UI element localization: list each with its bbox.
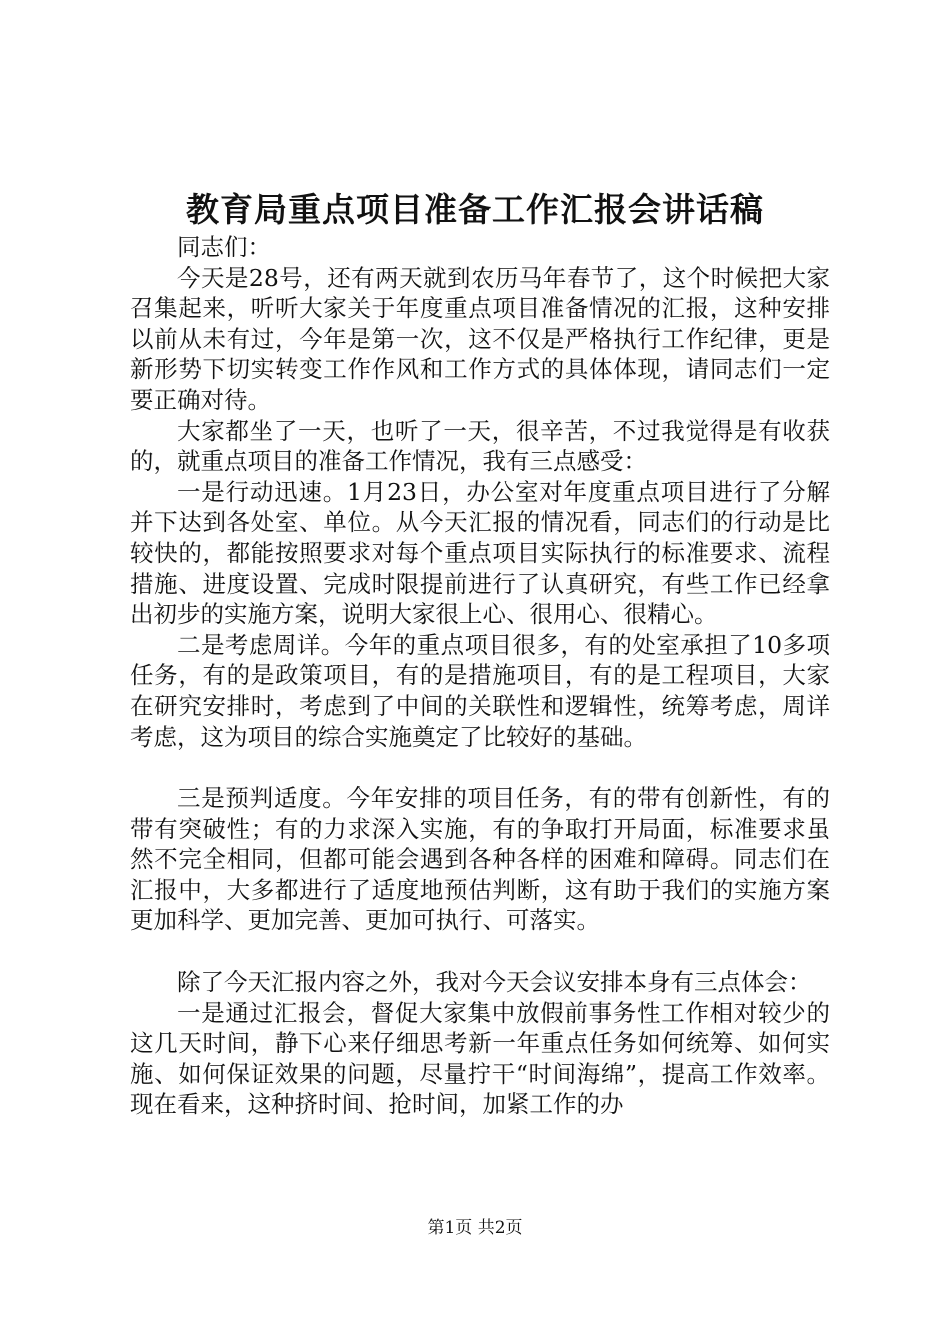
body-paragraph: 三是预判适度。今年安排的项目任务，有的带有创新性，有的带有突破性；有的力求深入实施，有的争取打开局面，标准要求虽然不完全相同，但都可能会遇到各种各样的困难和障碍。同志们在汇报中，大多都进行了适度地预估判断，这有助于我们的实施方案更加科学、更加完善、更加可执行、可落实。 [130,784,830,935]
body-paragraph: 二是考虑周详。今年的重点项目很多，有的处室承担了10多项任务，有的是政策项目，有的是措施项目，有的是工程项目，大家在研究安排时，考虑到了中间的关联性和逻辑性，统筹考虑，周详考虑，这为项目的综合实施奠定了比较好的基础。 [130,630,830,751]
body-paragraph: 大家都坐了一天，也听了一天，很辛苦，不过我觉得是有收获的，就重点项目的准备工作情况，我有三点感受： [130,416,830,476]
document-body [130,232,830,1120]
body-paragraph: 一是行动迅速。1月23日，办公室对年度重点项目进行了分解并下达到各处室、单位。从今天汇报的情况看，同志们的行动是比较快的，都能按照要求对每个重点项目实际执行的标准要求、流程措施、进度设置、完成时限提前进行了认真研究，有些工作已经拿出初步的实施方案，说明大家很上心、很用心、很精心。 [130,477,830,629]
body-paragraph: 除了今天汇报内容之外，我对今天会议安排本身有三点体会： [177,968,812,997]
page-number-footer: 第1页 共2页 [427,1218,523,1238]
greeting-paragraph: 同志们： [177,233,271,261]
document-title: 教育局重点项目准备工作汇报会讲话稿 [186,190,764,229]
body-paragraph: 今天是28号，还有两天就到农历马年春节了，这个时候把大家召集起来，听听大家关于年度重点项目准备情况的汇报，这种安排以前从未有过，今年是第一次，这不仅是严格执行工作纪律，更是新形势下切实转变工作作风和工作方式的具体体现，请同志们一定要正确对待。 [130,263,830,414]
body-paragraph: 一是通过汇报会，督促大家集中放假前事务性工作相对较少的这几天时间，静下心来仔细思考新一年重点任务如何统筹、如何实施、如何保证效果的问题，尽量拧干“时间海绵”，提高工作效率。现在看来，这种挤时间、抢时间，加紧工作的办 [130,998,830,1119]
